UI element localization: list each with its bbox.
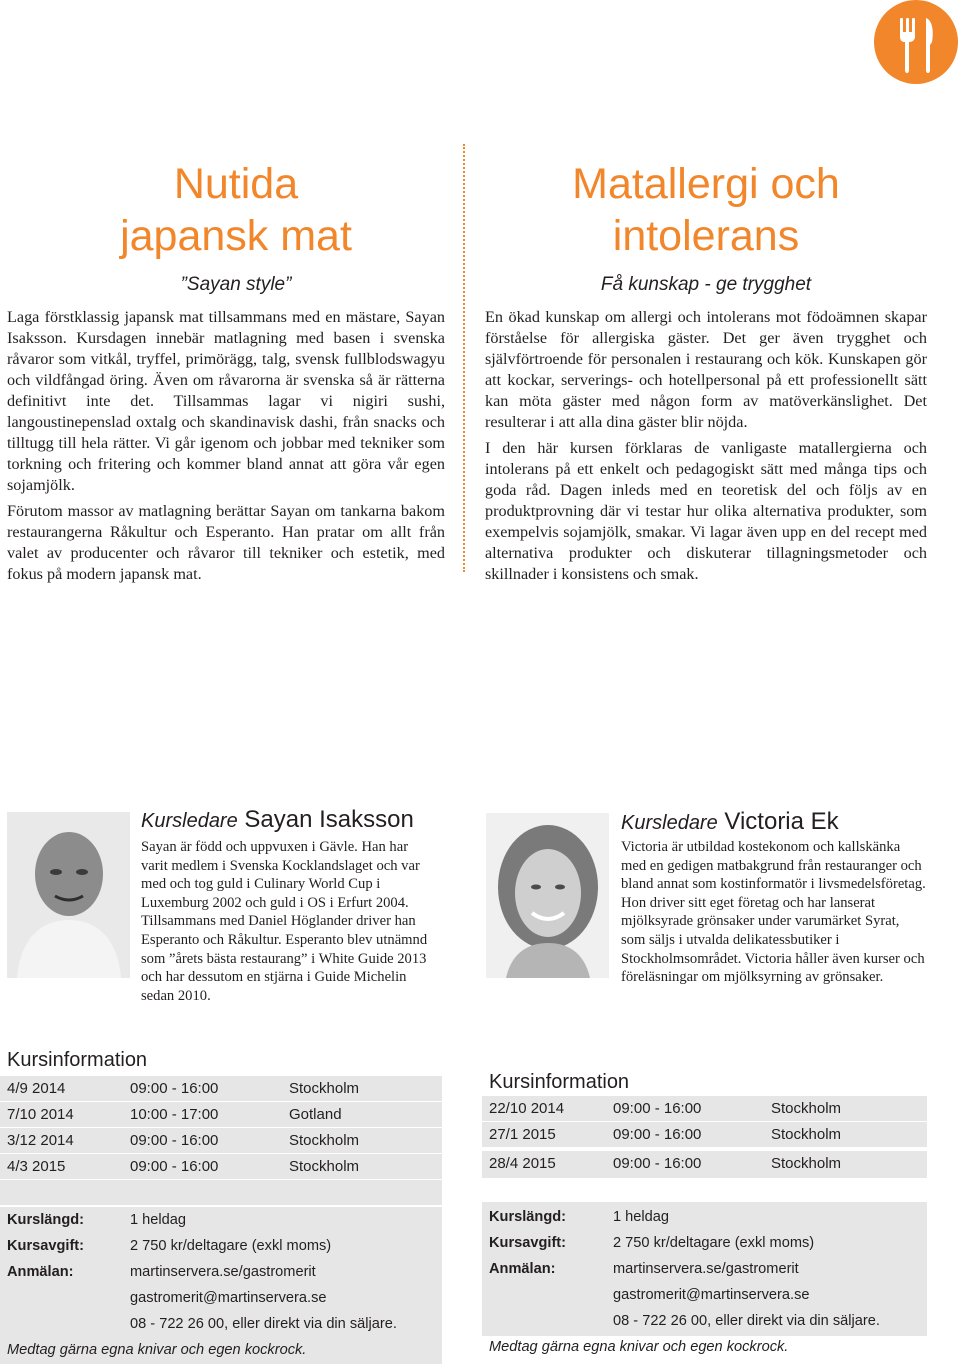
fork-knife-logo <box>874 0 958 84</box>
paragraph: En ökad kunskap om allergi och intolerans mot födoämnen skapar förståelse för allergiska gäster. Det ger även trygghet och självförtroende för personalen i restaurang och kök. Kunskapen gör att kockar, serverings- och hotellpersonal på ett professionellt sätt kan möta gäster med någon form av matöverkänslighet. Det resulterar i att alla dina gäster blir nöjda. <box>485 308 927 431</box>
instructor-photo-sayan <box>7 812 130 978</box>
instructor-photo-victoria <box>486 813 609 978</box>
schedule-row: 22/10 2014 09:00 - 16:00 Stockholm <box>482 1096 927 1121</box>
schedule-row: 27/1 2015 09:00 - 16:00 Stockholm <box>482 1122 927 1147</box>
article-body-left <box>7 307 445 585</box>
signup-label: Anmälan: <box>7 1264 74 1280</box>
portrait-image <box>486 813 609 978</box>
instructor-name-victoria: Kursledare Victoria Ek <box>621 808 839 835</box>
paragraph: Laga förstklassig japansk mat tillsammans med en mästare, Sayan Isaksson. Kursdagen innebär matlagning med basen i svenska råvaror som vitkål, tryffel, primörägg, talg, svensk fullblodswagyu och vildfångad öring. Även om råvarorna är svenska så är rätterna definitivt inte det. Tillsammas lagar vi nigiri sushi, langoustinepenslad oxtalg och skandinavisk dashi, från snacks och tilltugg till hela rätter. Vi går igenom och jobbar med tekniker som torkning och fritering och kommer bland annat att göra vår egen sojamjölk. <box>7 308 445 494</box>
article-subtitle-right: Få kunskap - ge trygghet <box>600 274 812 295</box>
schedule-row: 3/12 2014 09:00 - 16:00 Stockholm <box>0 1128 442 1153</box>
schedule-row: 4/9 2014 09:00 - 16:00 Stockholm <box>0 1076 442 1101</box>
fork-knife-icon <box>874 0 958 84</box>
kursinformation-title-left: Kursinformation <box>7 1049 148 1071</box>
article-body-right <box>485 307 927 585</box>
article-title-left: Nutida japansk mat <box>120 160 352 260</box>
signup-url[interactable]: martinservera.se/gastromerit <box>130 1264 316 1280</box>
instructor-name-sayan: Kursledare Sayan Isaksson <box>141 806 414 833</box>
length-label: Kurslängd: <box>7 1212 85 1228</box>
instructor-bio-victoria: Victoria är utbildad kostekonom och kallskänka med en gedigen matbakgrund från restauranger och bland annat som kostinformatör i livsmedelsföretag. Hon driver sitt eget företag och har lanserat mjölksyrade grönsaker under varumärket Syrat, som säljs i utvalda delikatessbutiker i Stockholmsområdet. Victoria håller även kurser och föreläsningar om mjölksyrning av grönsaker. <box>621 839 926 986</box>
article-subtitle-left: ”Sayan style” <box>180 274 292 295</box>
length-value: 1 heldag <box>130 1212 186 1228</box>
course-note: Medtag gärna egna knivar och egen kockrock. <box>7 1342 307 1358</box>
column-divider <box>463 144 465 572</box>
course-note: Medtag gärna egna knivar och egen kockrock. <box>489 1339 789 1355</box>
kursinformation-title-right: Kursinformation <box>489 1071 630 1093</box>
signup-phone: 08 - 722 26 00, eller direkt via din säljare. <box>130 1316 397 1332</box>
fee-value: 2 750 kr/deltagare (exkl moms) <box>130 1238 332 1254</box>
fee-value: 2 750 kr/deltagare (exkl moms) <box>613 1235 815 1251</box>
article-title-right: Matallergi och intolerans <box>572 160 840 260</box>
fee-label: Kursavgift: <box>7 1238 85 1254</box>
signup-email[interactable]: gastromerit@martinservera.se <box>130 1290 327 1306</box>
schedule-row: 28/4 2015 09:00 - 16:00 Stockholm <box>482 1151 927 1178</box>
schedule-row-empty <box>0 1180 442 1205</box>
signup-url[interactable]: martinservera.se/gastromerit <box>613 1261 799 1277</box>
schedule-row: 4/3 2015 09:00 - 16:00 Stockholm <box>0 1154 442 1179</box>
signup-email[interactable]: gastromerit@martinservera.se <box>613 1287 810 1303</box>
course-details-right <box>482 1202 927 1336</box>
signup-label: Anmälan: <box>489 1261 556 1277</box>
length-label: Kurslängd: <box>489 1209 567 1225</box>
paragraph: Förutom massor av matlagning berättar Sayan om tankarna bakom restaurangerna Råkultur och Esperanto. Han pratar om allt från valet av producenter och råvaror till tekniker och estetik, med fokus på modern japansk mat. <box>7 502 445 583</box>
signup-phone: 08 - 722 26 00, eller direkt via din säljare. <box>613 1313 880 1329</box>
paragraph: I den här kursen förklaras de vanligaste matallergierna och intolerans på ett enkelt och pedagogiskt sätt med många tips och goda råd. Dagen inleds med en teoretisk del och följs av en produktprovning där vi testar hur olika alternativa produkter, som exempelvis sojamjölk, smakar. Vi lagar även upp en del recept med alternativa produkter och diskuterar tillagningsmetoder och skillnader i konsistens och smak. <box>485 439 927 583</box>
fee-label: Kursavgift: <box>489 1235 567 1251</box>
length-value: 1 heldag <box>613 1209 669 1225</box>
course-details-left <box>0 1207 442 1364</box>
instructor-bio-sayan: Sayan är född och uppvuxen i Gävle. Han har varit medlem i Svenska Kocklandslaget och var med och tog guld i Culinary World Cup i Luxemburg 2002 och guld i OS i Erfurt 2004. Tillsammans med Daniel Höglander driver han Esperanto och Råkultur. Esperanto blev utnämnd som ”årets bästa restaurang” i White Guide 2013 och har dessutom en stjärna i Guide Michelin sedan 2010. <box>141 839 428 1004</box>
portrait-image <box>7 812 130 978</box>
schedule-row: 7/10 2014 10:00 - 17:00 Gotland <box>0 1102 442 1127</box>
